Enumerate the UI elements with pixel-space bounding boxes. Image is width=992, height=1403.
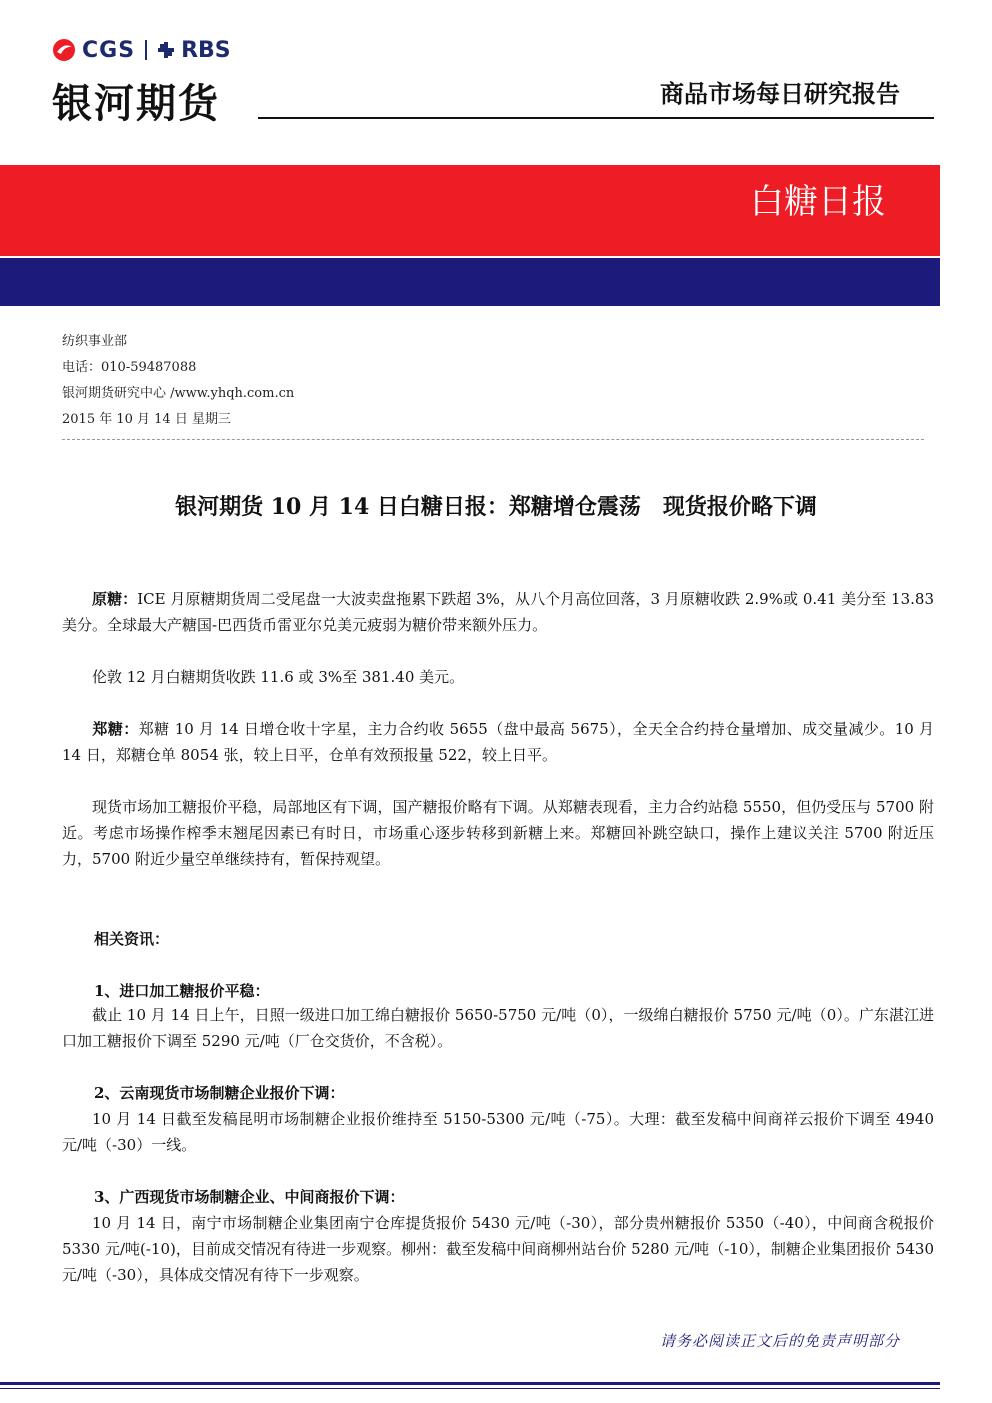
meta-divider	[62, 439, 924, 440]
report-type: 商品市场每日研究报告	[660, 80, 900, 108]
banner-title: 白糖日报	[750, 182, 886, 222]
zhengzhou-label: 郑糖：	[92, 720, 139, 738]
zhengzhou-text: 郑糖 10 月 14 日增仓收十字星，主力合约收 5655（盘中最高 5675），全天全合约持仓量增加、成交量减少。10 月 14 日，郑糖仓单 8054 张，较上日平，仓单有效预报量 522，较上日平。	[62, 720, 934, 764]
news-heading: 相关资讯：	[94, 930, 170, 948]
brand-logo	[52, 36, 231, 64]
raw-sugar-text: ICE 月原糖期货周二受尾盘一大波卖盘拖累下跌超 3%，从八个月高位回落，3 月原糖收跌 2.9%或 0.41 美分至 13.83 美分。全球最大产糖国-巴西货币雷亚尔兑美元疲弱为糖价带来额外压力。	[62, 590, 934, 634]
brand-chinese-name: 银河期货	[52, 81, 220, 127]
logo-divider	[145, 40, 147, 60]
paragraph-zhengzhou	[62, 716, 934, 768]
paragraph-raw-sugar	[62, 586, 934, 638]
document-title: 银河期货 10 月 14 日白糖日报：郑糖增仓震荡 现货报价略下调	[175, 494, 817, 520]
news-item-1-text	[62, 1002, 934, 1054]
news-item-3-title: 3、广西现货市场制糖企业、中间商报价下调：	[94, 1188, 405, 1206]
phone: 电话：010-59487088	[62, 360, 197, 375]
news-item-1-title: 1、进口加工糖报价平稳：	[94, 982, 270, 1000]
paragraph-london	[62, 664, 934, 690]
news-item-3-text	[62, 1210, 934, 1288]
header-divider	[258, 117, 934, 119]
news-item-3-body: 10 月 14 日，南宁市场制糖企业集团南宁仓库提货报价 5430 元/吨（-30），部分贵州糖报价 5350（-40），中间商含税报价 5330 元/吨(-10)，目前成交情况有待进一步观察。柳州：截至发稿中间商柳州站台价 5280 元/吨（-10），制糖企业集团报价 5430 元/吨（-30），具体成交情况有待下一步观察。	[62, 1214, 934, 1284]
rbs-logo-icon	[157, 41, 175, 59]
spot-market-text: 现货市场加工糖报价平稳，局部地区有下调，国产糖报价略有下调。从郑糖表现看，主力合约站稳 5550，但仍受压与 5700 附近。考虑市场操作榨季末翘尾因素已有时日，市场重心逐步转移到新糖上来。郑糖回补跳空缺口，操作上建议关注 5700 附近压力，5700 附近少量空单继续持有，暂保持观望。	[62, 798, 934, 868]
report-date: 2015 年 10 月 14 日 星期三	[62, 412, 231, 427]
brand-partner: RBS	[181, 37, 231, 63]
raw-sugar-label: 原糖：	[92, 590, 138, 608]
department: 纺织事业部	[62, 334, 128, 349]
footer-rule-thick	[0, 1382, 940, 1385]
news-item-2-title: 2、云南现货市场制糖企业报价下调：	[94, 1084, 345, 1102]
news-item-2-body: 10 月 14 日截至发稿昆明市场制糖企业报价维持至 5150-5300 元/吨（-75）。大理：截至发稿中间商祥云报价下调至 4940 元/吨（-30）一线。	[62, 1110, 934, 1154]
news-item-2-text	[62, 1106, 934, 1158]
website-link[interactable]: 银河期货研究中心 /www.yhqh.com.cn	[62, 386, 295, 401]
london-text: 伦敦 12 月白糖期货收跌 11.6 或 3%至 381.40 美元。	[92, 668, 465, 686]
footer-rule-thin	[0, 1388, 940, 1389]
paragraph-spot-market	[62, 794, 934, 872]
brand-latin: CGS	[82, 37, 136, 63]
navy-banner	[0, 258, 940, 306]
news-item-1-body: 截止 10 月 14 日上午，日照一级进口加工绵白糖报价 5650-5750 元/吨（0），一级绵白糖报价 5750 元/吨（0）。广东湛江进口加工糖报价下调至 5290 元/吨（厂仓交货价，不含税）。	[62, 1006, 934, 1050]
disclaimer-note: 请务必阅读正文后的免责声明部分	[659, 1332, 900, 1350]
cgs-logo-icon	[52, 38, 76, 62]
